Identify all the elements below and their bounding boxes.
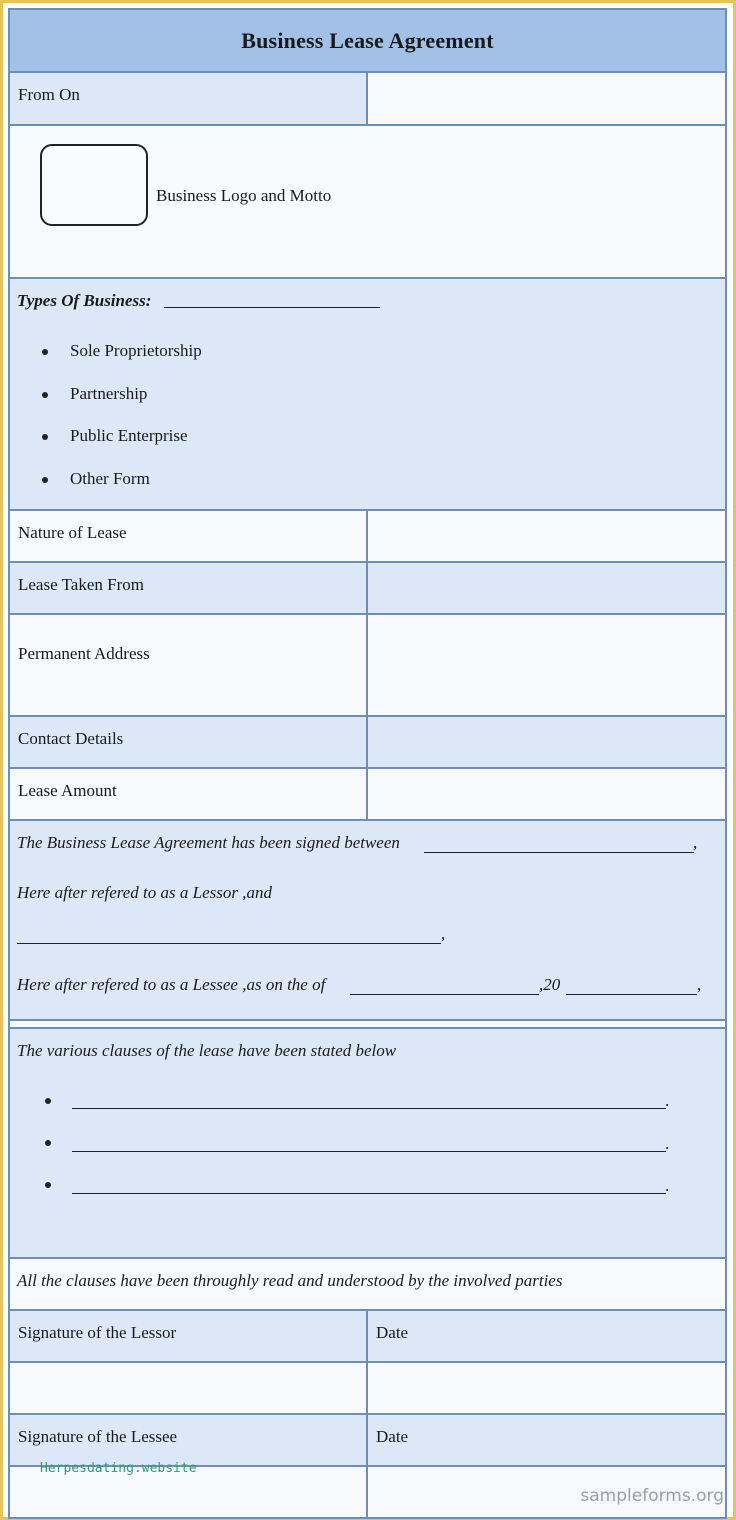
contact-row <box>10 717 725 769</box>
lessor-date-field[interactable] <box>368 1363 725 1413</box>
bullet-icon <box>45 1098 51 1104</box>
clause-blank-2[interactable] <box>72 1151 666 1152</box>
lessor-signature-field[interactable] <box>10 1363 368 1413</box>
amount-field[interactable] <box>368 769 725 819</box>
lessee-signature-row <box>10 1415 725 1467</box>
date-blank[interactable] <box>350 994 539 995</box>
lessor-signature-label: Signature of the Lessor <box>10 1311 368 1361</box>
clauses-section <box>10 1029 725 1259</box>
lessor-signature-row <box>10 1311 725 1363</box>
list-item: Other Form <box>42 469 202 512</box>
bullet-icon <box>45 1140 51 1146</box>
contact-label: Contact Details <box>10 717 368 767</box>
form-title: Business Lease Agreement <box>241 27 494 53</box>
agreement-line-1: The Business Lease Agreement has been signed between <box>17 833 400 852</box>
bullet-icon <box>42 349 48 355</box>
contact-field[interactable] <box>368 717 725 767</box>
amount-label: Lease Amount <box>10 769 368 819</box>
watermark-left: Herpesdating.website <box>40 1461 197 1476</box>
year-prefix: ,20 <box>539 975 561 994</box>
list-item: Partnership <box>42 384 202 427</box>
types-section <box>10 279 725 511</box>
taken-from-field[interactable] <box>368 563 725 613</box>
lessee-name-blank[interactable] <box>17 943 441 944</box>
period: . <box>665 1176 670 1195</box>
from-on-row <box>10 73 725 126</box>
clause-blank-1[interactable] <box>72 1108 666 1109</box>
lease-form <box>8 8 727 1519</box>
comma: , <box>697 975 702 994</box>
from-on-field[interactable] <box>368 73 725 124</box>
lessor-date-label: Date <box>368 1311 725 1361</box>
bullet-icon <box>42 392 48 398</box>
lessee-date-label: Date <box>368 1415 725 1465</box>
from-on-label: From On <box>10 73 368 124</box>
taken-from-row <box>10 563 725 615</box>
types-label: Types Of Business: <box>17 291 152 310</box>
address-label: Permanent Address <box>10 615 368 715</box>
agreement-section <box>10 821 725 1021</box>
nature-field[interactable] <box>368 511 725 561</box>
types-list <box>42 341 202 511</box>
agreement-line-2: Here after refered to as a Lessor ,and <box>17 883 272 902</box>
list-item: Public Enterprise <box>42 426 202 469</box>
clauses-intro: The various clauses of the lease have been stated below <box>17 1041 397 1060</box>
taken-from-label: Lease Taken From <box>10 563 368 613</box>
bullet-icon <box>45 1182 51 1188</box>
year-blank[interactable] <box>566 994 697 995</box>
section-gap <box>10 1021 725 1029</box>
period: . <box>665 1134 670 1153</box>
nature-label: Nature of Lease <box>10 511 368 561</box>
amount-row <box>10 769 725 821</box>
logo-label: Business Logo and Motto <box>156 186 332 205</box>
logo-placeholder[interactable] <box>40 144 148 226</box>
types-underline[interactable] <box>164 307 380 308</box>
address-row <box>10 615 725 717</box>
address-field[interactable] <box>368 615 725 715</box>
nature-row <box>10 511 725 563</box>
comma: , <box>441 924 446 943</box>
period: . <box>665 1091 670 1110</box>
watermark-right: sampleforms.org <box>580 1486 724 1506</box>
lessee-signature-label: Signature of the Lessee <box>10 1415 368 1465</box>
lessor-name-blank[interactable] <box>424 852 694 853</box>
bullet-icon <box>42 434 48 440</box>
confirmation-text: All the clauses have been throughly read and understood by the involved parties <box>17 1271 563 1290</box>
bullet-icon <box>42 477 48 483</box>
lessor-signature-fields <box>10 1363 725 1415</box>
agreement-line-4: Here after refered to as a Lessee ,as on the of <box>17 975 326 994</box>
list-item: Sole Proprietorship <box>42 341 202 384</box>
confirmation-row <box>10 1259 725 1311</box>
comma: , <box>693 833 698 852</box>
logo-section <box>10 126 725 279</box>
form-header <box>10 10 725 73</box>
clause-blank-3[interactable] <box>72 1193 666 1194</box>
